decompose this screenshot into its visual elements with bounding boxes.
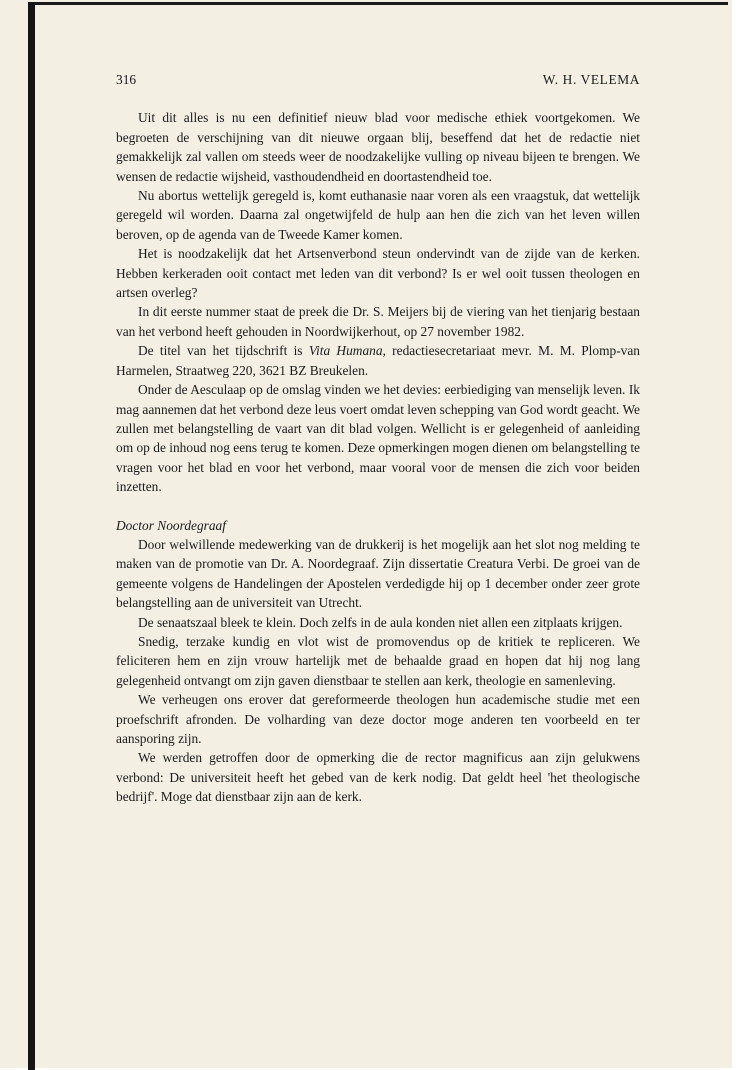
paragraph: Snedig, terzake kundig en vlot wist de promovendus op de kritiek te repliceren. We feliciteren hem en zijn vrouw hartelijk met de behaalde graad en hopen dat hij nog lang gelegenheid ontvangt om zijn gaven dienstbaar te stellen aan kerk, theologie en samenleving. [116,633,640,688]
paragraph: Het is noodzakelijk dat het Artsenverbond steun ondervindt van de zijde van de kerken. Hebben kerkeraden ooit contact met leden van dit verbond? Is er wel ooit tussen theologen en artsen overleg? [116,246,640,301]
paragraph: In dit eerste nummer staat de preek die Dr. S. Meijers bij de viering van het tienjarig bestaan van het verbond heeft gehouden in Noordwijkerhout, op 27 november 1982. [116,304,640,339]
journal-title: Vita Humana, [308,343,386,359]
paragraph: We verheugen ons erover dat gereformeerde theologen hun academische studie met een proefschrift afronden. De volharding van deze doctor moge anderen ten voorbeeld en ter aansporing zijn. [116,692,640,746]
paragraph: Uit dit alles is nu een definitief nieuw blad voor medische ethiek voortgekomen. We begroeten de verschijning van dit nieuwe orgaan blij, beseffend dat het de redactie niet gemakkelijk zal vallen om steeds weer de noodzakelijke vulling op niveau bijeen te brengen. We wensen de redactie wijsheid, vasthoudendheid en doortastendheid toe. [116,110,640,184]
scan-border-top [28,2,728,5]
paragraph: We werden getroffen door de opmerking die de rector magnificus aan zijn gelukwens verbond: De universiteit heeft het gebed van de kerk nodig. Dat geldt heel 'het theologische bedrijf'. Moge dat dienstbaar zijn aan de kerk. [116,750,640,805]
running-author: W. H. VELEMA [542,72,640,87]
paragraph: De senaatszaal bleek te klein. Doch zelfs in de aula konden niet allen een zitplaats krijgen. [138,614,623,630]
text-run: redactiesecretariaat mevr. M. M. Plomp-van Harmelen, Straatweg 220, 3621 BZ Breukelen. [116,343,641,378]
paragraph: Nu abortus wettelijk geregeld is, komt euthanasie naar voren als een vraagstuk, dat wettelijk geregeld wil worden. Daarna zal ongetwijfeld de hulp aan hen die zich van het leven willen beroven, op de agenda van de Tweede Kamer komen. [116,188,640,242]
page-content [116,70,640,807]
paragraph: Onder de Aesculaap op de omslag vinden we het devies: eerbiediging van menselijk leven. Ik mag aannemen dat het verbond deze leus voert omdat leven schepping van God wordt geacht. We zullen met belangstelling de vaart van dit blad volgen. Wellicht is er gelegenheid of aanleiding om op de inhoud nog eens terug te komen. Deze opmerkingen mogen dienen om belangstelling te vragen voor het blad en voor het verbond, maar vooral voor de mensen die zich voor beiden inzetten. [116,382,640,495]
section-heading: Doctor Noordegraaf [116,517,226,533]
paragraph-vita-humana [116,341,640,380]
paragraph: Door welwillende medewerking van de drukkerij is het mogelijk aan het slot nog melding te maken van de promotie van Dr. A. Noordegraaf. Zijn dissertatie Creatura Verbi. De groei van de gemeente volgens de Handelingen der Apostelen verdedigde hij op 1 december onder zeer grote belangstelling aan de universiteit van Utrecht. [116,536,640,611]
text-run: De titel van het tijdschrift is [138,343,309,359]
running-header [116,70,640,89]
scan-margin-right [732,0,738,1068]
page-number: 316 [116,72,137,87]
scan-border-left [28,2,35,1070]
